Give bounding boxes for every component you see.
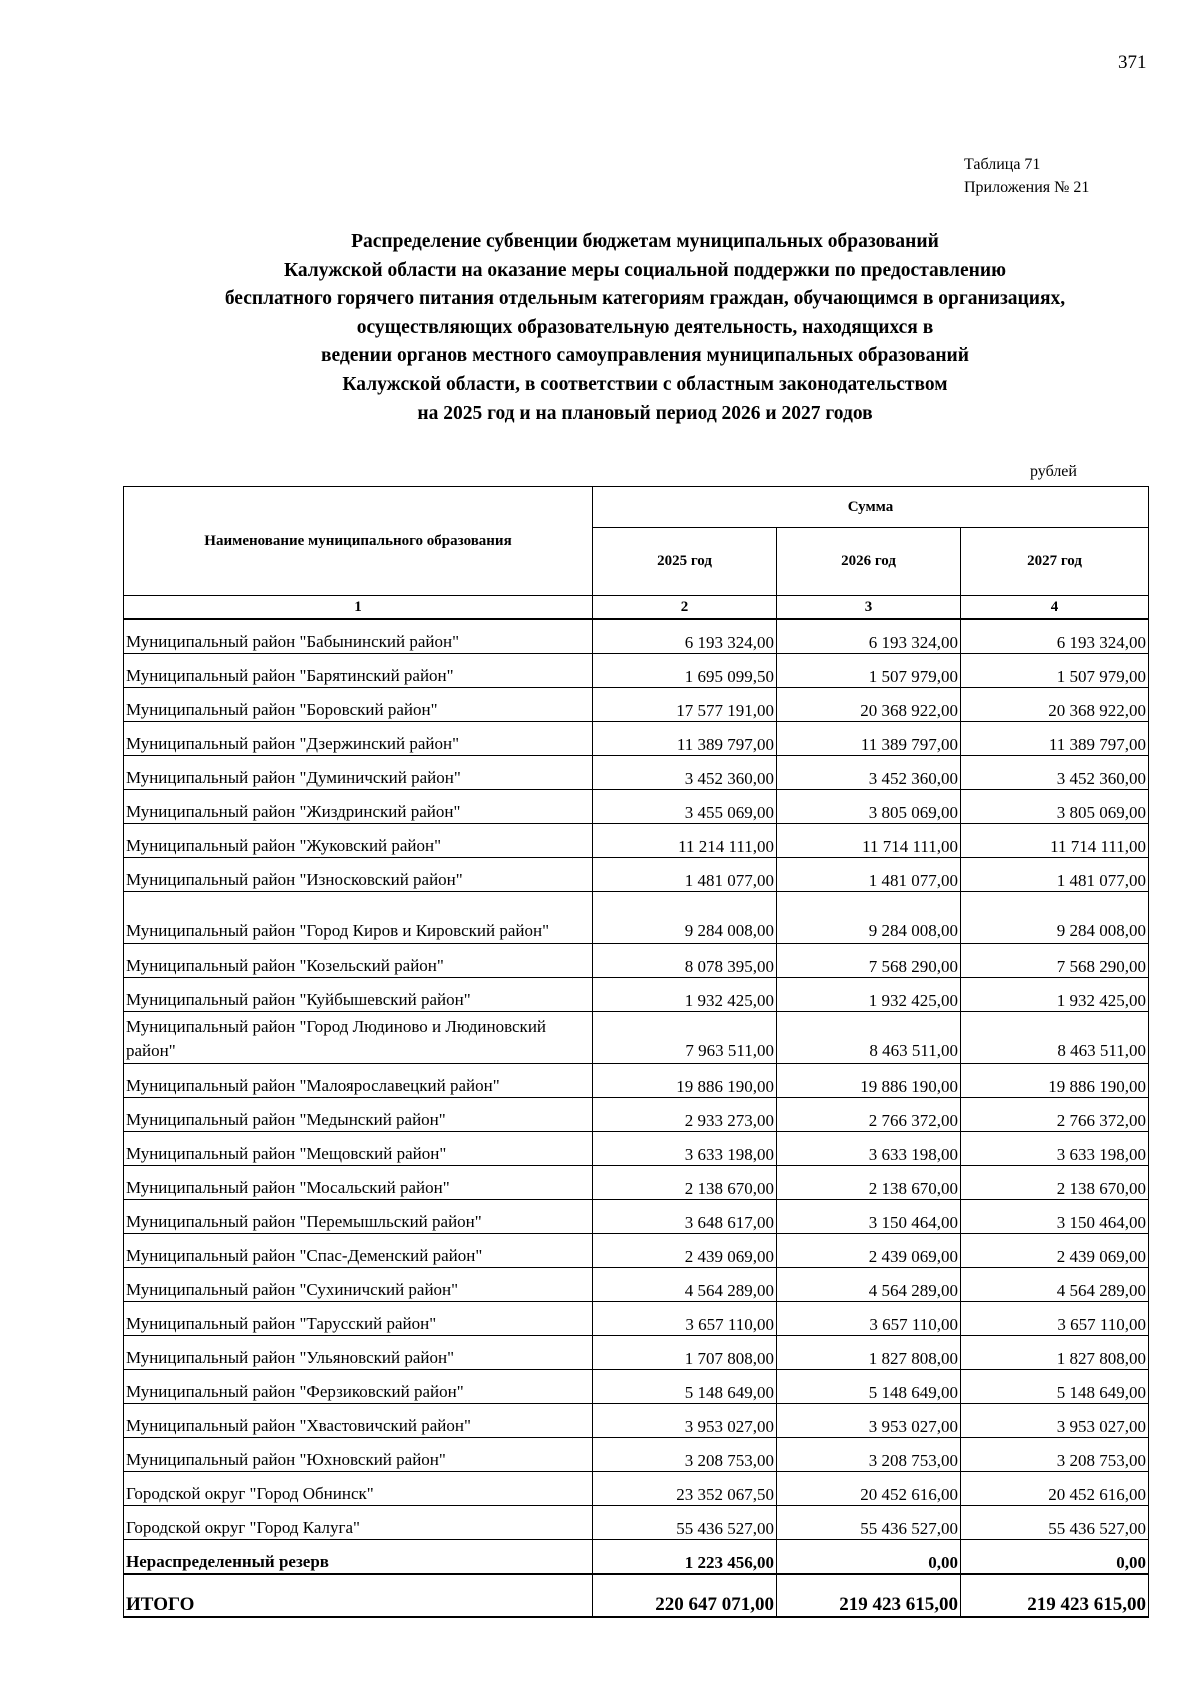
value-2027: 1 827 808,00 <box>961 1336 1149 1370</box>
reserve-2025: 1 223 456,00 <box>593 1540 777 1575</box>
table-row <box>124 790 1149 824</box>
value-2026: 11 714 111,00 <box>777 824 961 858</box>
municipality-name: Муниципальный район "Барятинский район" <box>124 654 593 688</box>
value-2026: 2 138 670,00 <box>777 1166 961 1200</box>
value-2026: 7 568 290,00 <box>777 944 961 978</box>
value-2027: 20 452 616,00 <box>961 1472 1149 1506</box>
value-2027: 55 436 527,00 <box>961 1506 1149 1540</box>
value-2026: 11 389 797,00 <box>777 722 961 756</box>
table-row <box>124 1098 1149 1132</box>
value-2027: 11 389 797,00 <box>961 722 1149 756</box>
value-2027: 20 368 922,00 <box>961 688 1149 722</box>
value-2027: 7 568 290,00 <box>961 944 1149 978</box>
value-2026: 2 439 069,00 <box>777 1234 961 1268</box>
value-2027: 3 452 360,00 <box>961 756 1149 790</box>
value-2025: 8 078 395,00 <box>593 944 777 978</box>
value-2027: 11 714 111,00 <box>961 824 1149 858</box>
currency-unit: рублей <box>1030 463 1077 480</box>
municipality-name: Муниципальный район "Сухиничский район" <box>124 1268 593 1302</box>
value-2026: 5 148 649,00 <box>777 1370 961 1404</box>
value-2027: 5 148 649,00 <box>961 1370 1149 1404</box>
value-2026: 3 633 198,00 <box>777 1132 961 1166</box>
reserve-2026: 0,00 <box>777 1540 961 1575</box>
value-2025: 2 933 273,00 <box>593 1098 777 1132</box>
total-2025: 220 647 071,00 <box>593 1574 777 1617</box>
value-2025: 3 657 110,00 <box>593 1302 777 1336</box>
municipality-name: Муниципальный район "Мосальский район" <box>124 1166 593 1200</box>
value-2025: 3 208 753,00 <box>593 1438 777 1472</box>
municipality-name: Муниципальный район "Думиничский район" <box>124 756 593 790</box>
municipality-name: Муниципальный район "Медынский район" <box>124 1098 593 1132</box>
municipality-name: Городской округ "Город Обнинск" <box>124 1472 593 1506</box>
table-row <box>124 892 1149 944</box>
header-2027: 2027 год <box>961 528 1149 596</box>
title-line: на 2025 год и на плановый период 2026 и 2027 годов <box>417 402 873 424</box>
value-2026: 55 436 527,00 <box>777 1506 961 1540</box>
table-row <box>124 1064 1149 1098</box>
value-2026: 2 766 372,00 <box>777 1098 961 1132</box>
value-2025: 1 695 099,50 <box>593 654 777 688</box>
value-2027: 1 507 979,00 <box>961 654 1149 688</box>
table-row <box>124 1438 1149 1472</box>
value-2025: 3 455 069,00 <box>593 790 777 824</box>
total-name: ИТОГО <box>124 1574 593 1617</box>
municipality-name: Муниципальный район "Износковский район" <box>124 858 593 892</box>
appendix-number: Приложения № 21 <box>964 179 1090 196</box>
value-2025: 1 707 808,00 <box>593 1336 777 1370</box>
municipality-name: Муниципальный район "Город Киров и Кировский район" <box>124 892 593 944</box>
table-body <box>124 619 1149 1540</box>
municipality-name: Муниципальный район "Перемышльский район" <box>124 1200 593 1234</box>
municipality-name: Муниципальный район "Боровский район" <box>124 688 593 722</box>
value-2025: 3 953 027,00 <box>593 1404 777 1438</box>
value-2025: 1 932 425,00 <box>593 978 777 1012</box>
value-2026: 8 463 511,00 <box>777 1012 961 1064</box>
value-2027: 3 208 753,00 <box>961 1438 1149 1472</box>
value-2026: 3 953 027,00 <box>777 1404 961 1438</box>
municipality-name: Муниципальный район "Козельский район" <box>124 944 593 978</box>
table-row <box>124 1336 1149 1370</box>
table-row <box>124 1268 1149 1302</box>
table-row <box>124 654 1149 688</box>
value-2025: 9 284 008,00 <box>593 892 777 944</box>
municipality-name: Муниципальный район "Бабынинский район" <box>124 619 593 654</box>
value-2025: 2 439 069,00 <box>593 1234 777 1268</box>
value-2027: 4 564 289,00 <box>961 1268 1149 1302</box>
header-2025: 2025 год <box>593 528 777 596</box>
total-2026: 219 423 615,00 <box>777 1574 961 1617</box>
value-2027: 2 766 372,00 <box>961 1098 1149 1132</box>
title-line: Распределение субвенции бюджетам муниципальных образований <box>351 231 939 252</box>
value-2025: 23 352 067,50 <box>593 1472 777 1506</box>
value-2027: 3 805 069,00 <box>961 790 1149 824</box>
table-row <box>124 944 1149 978</box>
column-number: 4 <box>961 596 1149 620</box>
page-number: 371 <box>1118 52 1147 73</box>
value-2027: 2 439 069,00 <box>961 1234 1149 1268</box>
value-2027: 9 284 008,00 <box>961 892 1149 944</box>
value-2026: 3 150 464,00 <box>777 1200 961 1234</box>
table-row <box>124 756 1149 790</box>
municipality-name: Муниципальный район "Малоярославецкий район" <box>124 1064 593 1098</box>
table-row <box>124 1132 1149 1166</box>
table-row <box>124 1472 1149 1506</box>
value-2026: 3 452 360,00 <box>777 756 961 790</box>
table-row <box>124 619 1149 654</box>
table-row <box>124 1404 1149 1438</box>
value-2026: 1 481 077,00 <box>777 858 961 892</box>
value-2026: 1 507 979,00 <box>777 654 961 688</box>
municipality-name: Муниципальный район "Спас-Деменский район" <box>124 1234 593 1268</box>
table-row <box>124 978 1149 1012</box>
value-2025: 1 481 077,00 <box>593 858 777 892</box>
header-sum: Сумма <box>593 487 1149 528</box>
subvention-table <box>123 486 1149 1618</box>
value-2026: 19 886 190,00 <box>777 1064 961 1098</box>
value-2026: 9 284 008,00 <box>777 892 961 944</box>
table-row <box>124 1302 1149 1336</box>
value-2026: 1 827 808,00 <box>777 1336 961 1370</box>
value-2025: 17 577 191,00 <box>593 688 777 722</box>
total-2027: 219 423 615,00 <box>961 1574 1149 1617</box>
table-row <box>124 1166 1149 1200</box>
municipality-name: Муниципальный район "Тарусский район" <box>124 1302 593 1336</box>
table-row <box>124 858 1149 892</box>
table-row <box>124 1200 1149 1234</box>
value-2026: 20 368 922,00 <box>777 688 961 722</box>
value-2026: 4 564 289,00 <box>777 1268 961 1302</box>
municipality-name: Муниципальный район "Хвастовичский район" <box>124 1404 593 1438</box>
value-2027: 3 657 110,00 <box>961 1302 1149 1336</box>
value-2027: 1 932 425,00 <box>961 978 1149 1012</box>
value-2027: 2 138 670,00 <box>961 1166 1149 1200</box>
value-2027: 1 481 077,00 <box>961 858 1149 892</box>
value-2027: 3 150 464,00 <box>961 1200 1149 1234</box>
value-2027: 3 633 198,00 <box>961 1132 1149 1166</box>
table-row <box>124 722 1149 756</box>
value-2026: 6 193 324,00 <box>777 619 961 654</box>
value-2026: 1 932 425,00 <box>777 978 961 1012</box>
municipality-name: Муниципальный район "Ферзиковский район" <box>124 1370 593 1404</box>
title-line: ведении органов местного самоуправления муниципальных образований <box>320 345 970 367</box>
value-2027: 19 886 190,00 <box>961 1064 1149 1098</box>
value-2026: 20 452 616,00 <box>777 1472 961 1506</box>
table-row <box>124 824 1149 858</box>
total-row <box>124 1574 1149 1617</box>
column-number: 1 <box>124 596 593 620</box>
municipality-name: Муниципальный район "Куйбышевский район" <box>124 978 593 1012</box>
value-2025: 11 214 111,00 <box>593 824 777 858</box>
value-2025: 2 138 670,00 <box>593 1166 777 1200</box>
value-2025: 6 193 324,00 <box>593 619 777 654</box>
value-2027: 6 193 324,00 <box>961 619 1149 654</box>
municipality-name: Муниципальный район "Жиздринский район" <box>124 790 593 824</box>
value-2025: 3 633 198,00 <box>593 1132 777 1166</box>
table-number: Таблица 71 <box>964 156 1041 173</box>
table-row <box>124 688 1149 722</box>
value-2025: 55 436 527,00 <box>593 1506 777 1540</box>
document-title <box>110 228 1180 428</box>
title-line: бесплатного горячего питания отдельным категориям граждан, обучающимся в организациях, <box>224 288 1066 310</box>
municipality-name: Муниципальный район "Ульяновский район" <box>124 1336 593 1370</box>
municipality-name: Муниципальный район "Жуковский район" <box>124 824 593 858</box>
value-2025: 5 148 649,00 <box>593 1370 777 1404</box>
title-line: Калужской области, в соответствии с областным законодательством <box>342 373 948 395</box>
municipality-name: Муниципальный район "Мещовский район" <box>124 1132 593 1166</box>
title-line: осуществляющих образовательную деятельность, находящихся в <box>356 316 934 338</box>
value-2025: 4 564 289,00 <box>593 1268 777 1302</box>
value-2026: 3 657 110,00 <box>777 1302 961 1336</box>
reserve-row <box>124 1540 1149 1575</box>
table-row <box>124 1012 1149 1064</box>
value-2027: 8 463 511,00 <box>961 1012 1149 1064</box>
municipality-name: Муниципальный район "Город Людиново и Людиновский район" <box>124 1012 593 1064</box>
title-line: Калужской области на оказание меры социальной поддержки по предоставлению <box>283 259 1007 281</box>
header-2026: 2026 год <box>777 528 961 596</box>
column-number: 2 <box>593 596 777 620</box>
value-2025: 7 963 511,00 <box>593 1012 777 1064</box>
value-2025: 19 886 190,00 <box>593 1064 777 1098</box>
table-row <box>124 1234 1149 1268</box>
table-reference <box>964 153 1089 199</box>
column-number: 3 <box>777 596 961 620</box>
table-row <box>124 1506 1149 1540</box>
municipality-name: Городской округ "Город Калуга" <box>124 1506 593 1540</box>
reserve-name: Нераспределенный резерв <box>124 1540 593 1575</box>
municipality-name: Муниципальный район "Дзержинский район" <box>124 722 593 756</box>
header-name: Наименование муниципального образования <box>124 487 593 596</box>
value-2025: 3 648 617,00 <box>593 1200 777 1234</box>
municipality-name: Муниципальный район "Юхновский район" <box>124 1438 593 1472</box>
value-2026: 3 805 069,00 <box>777 790 961 824</box>
reserve-2027: 0,00 <box>961 1540 1149 1575</box>
value-2026: 3 208 753,00 <box>777 1438 961 1472</box>
table-row <box>124 1370 1149 1404</box>
value-2027: 3 953 027,00 <box>961 1404 1149 1438</box>
value-2025: 11 389 797,00 <box>593 722 777 756</box>
value-2025: 3 452 360,00 <box>593 756 777 790</box>
